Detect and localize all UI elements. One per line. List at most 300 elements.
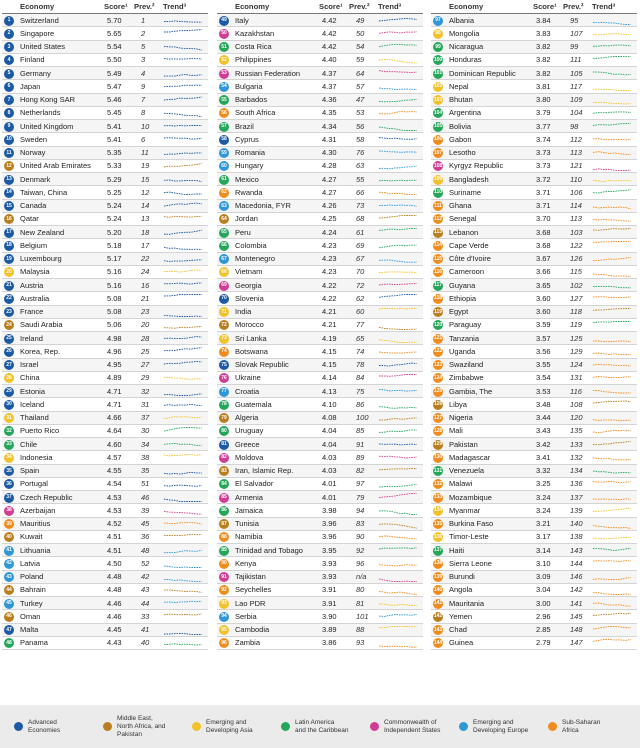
previous-rank: 78: [356, 360, 365, 370]
table-row: [2, 292, 208, 305]
trend-line: [164, 377, 202, 379]
trend-sparkline: [591, 638, 633, 649]
economy-name: Cambodia: [235, 625, 270, 635]
legend-label: Latin America and the Caribbean: [295, 718, 349, 734]
trend-sparkline: [377, 452, 419, 463]
trend-sparkline: [377, 598, 419, 609]
previous-rank: 53: [356, 108, 365, 118]
table-row: [217, 531, 423, 544]
score-value: 4.48: [107, 572, 122, 582]
trend-line: [164, 163, 202, 166]
rank-badge: 125: [433, 387, 443, 397]
rank-badge: 138: [433, 559, 443, 569]
previous-rank: 47: [356, 95, 365, 105]
rank-badge: 104: [433, 108, 443, 118]
economy-name: Taiwan, China: [20, 187, 68, 197]
score-value: 3.95: [322, 545, 337, 555]
trend-sparkline: [591, 42, 633, 53]
rank-badge: 67: [219, 254, 229, 264]
score-value: 4.30: [322, 148, 337, 158]
rank-badge: 34: [4, 453, 14, 463]
rank-badge: 58: [219, 135, 229, 145]
previous-rank: 39: [141, 505, 150, 515]
score-value: 4.40: [322, 55, 337, 65]
previous-rank: 116: [570, 386, 582, 396]
trend-line: [164, 644, 202, 645]
legend-item: [459, 719, 548, 735]
rank-badge: 63: [219, 201, 229, 211]
score-value: 4.28: [322, 161, 337, 171]
trend-line: [164, 472, 202, 474]
score-value: 4.31: [322, 134, 337, 144]
header-trend: Trend³: [592, 2, 616, 11]
previous-rank: 100: [356, 413, 369, 423]
economy-name: Lesotho: [449, 148, 476, 158]
legend-item: [192, 719, 281, 735]
table-row: [2, 637, 208, 650]
score-value: 4.34: [322, 121, 337, 131]
table-row: [431, 518, 637, 531]
rank-badge: 141: [433, 599, 443, 609]
rank-badge: 91: [219, 572, 229, 582]
rank-badge: 139: [433, 572, 443, 582]
trend-sparkline: [162, 439, 204, 450]
rank-badge: 86: [219, 506, 229, 516]
trend-sparkline: [377, 558, 419, 569]
score-value: 4.04: [322, 426, 337, 436]
rank-badge: 85: [219, 493, 229, 503]
economy-name: Malaysia: [20, 267, 50, 277]
economy-name: Vietnam: [235, 267, 263, 277]
table-row: [2, 253, 208, 266]
economy-name: Netherlands: [20, 108, 61, 118]
trend-line: [379, 284, 417, 285]
table-row: [217, 518, 423, 531]
table-row: [431, 412, 637, 425]
trend-sparkline: [162, 479, 204, 490]
economy-name: Mali: [449, 426, 463, 436]
economy-name: Pakistan: [449, 439, 478, 449]
score-value: 3.72: [536, 174, 551, 184]
legend-label: Advanced Economies: [28, 718, 61, 734]
trend-line: [379, 484, 417, 487]
rank-badge: 121: [433, 334, 443, 344]
trend-sparkline: [377, 254, 419, 265]
trend-line: [379, 565, 417, 566]
table-row: [431, 226, 637, 239]
score-value: 4.37: [322, 68, 337, 78]
rank-badge: 2: [4, 29, 14, 39]
previous-rank: 97: [356, 479, 365, 489]
economy-name: Egypt: [449, 307, 469, 317]
economy-name: Latvia: [20, 558, 41, 568]
economy-name: Peru: [235, 227, 251, 237]
trend-line: [164, 259, 202, 261]
economy-name: Turkey: [20, 598, 43, 608]
trend-sparkline: [162, 174, 204, 185]
trend-sparkline: [162, 386, 204, 397]
trend-line: [593, 603, 631, 606]
previous-rank: 138: [570, 532, 583, 542]
header-economy: Economy: [20, 2, 55, 11]
rank-badge: 115: [433, 254, 443, 264]
economy-name: Slovak Republic: [235, 360, 289, 370]
trend-sparkline: [162, 148, 204, 159]
score-value: 4.36: [322, 95, 337, 105]
trend-line: [593, 341, 631, 342]
score-value: 4.08: [322, 413, 337, 423]
header-trend: Trend³: [163, 2, 187, 11]
table-row: [217, 292, 423, 305]
trend-line: [379, 166, 417, 169]
economy-name: Mauritania: [449, 598, 485, 608]
table-row: [431, 345, 637, 358]
rank-badge: 142: [433, 612, 443, 622]
score-value: 3.73: [536, 148, 551, 158]
previous-rank: 109: [570, 95, 583, 105]
rank-badge: 109: [433, 175, 443, 185]
economy-name: Philippines: [235, 55, 272, 65]
trend-sparkline: [377, 505, 419, 516]
table-row: [217, 319, 423, 332]
previous-rank: 56: [356, 121, 365, 131]
header-trend: Trend³: [378, 2, 402, 11]
table-row: [217, 54, 423, 67]
trend-sparkline: [162, 346, 204, 357]
table-row: [431, 306, 637, 319]
score-value: 5.54: [107, 42, 122, 52]
previous-rank: 144: [570, 558, 583, 568]
rank-badge: 44: [4, 585, 14, 595]
table-row: [217, 438, 423, 451]
economy-name: Bulgaria: [235, 81, 263, 91]
previous-rank: 66: [356, 187, 365, 197]
rank-badge: 83: [219, 466, 229, 476]
column-header: [217, 0, 423, 14]
economy-name: Botswana: [235, 346, 268, 356]
trend-sparkline: [162, 572, 204, 583]
trend-sparkline: [162, 121, 204, 132]
ranking-column-1: [2, 0, 208, 650]
rank-badge: 26: [4, 347, 14, 357]
previous-rank: 13: [141, 214, 150, 224]
previous-rank: 148: [570, 625, 583, 635]
trend-sparkline: [162, 55, 204, 66]
trend-sparkline: [377, 479, 419, 490]
rank-badge: 38: [4, 506, 14, 516]
table-row: [431, 610, 637, 623]
previous-rank: 111: [570, 55, 582, 65]
economy-name: Burkina Faso: [449, 519, 494, 529]
table-row: [217, 491, 423, 504]
previous-rank: 28: [141, 333, 150, 343]
economy-name: Angola: [449, 585, 473, 595]
rank-badge: 136: [433, 532, 443, 542]
trend-line: [593, 419, 631, 420]
economy-name: Australia: [20, 293, 50, 303]
previous-rank: 6: [141, 134, 146, 144]
trend-line: [593, 639, 631, 641]
previous-rank: 143: [570, 545, 583, 555]
trend-sparkline: [591, 81, 633, 92]
score-value: 4.21: [322, 307, 337, 317]
trend-sparkline: [377, 201, 419, 212]
legend-label: Middle East, North Africa, and Pakistan: [117, 714, 166, 738]
table-row: [217, 279, 423, 292]
trend-sparkline: [162, 413, 204, 424]
rank-badge: 42: [4, 559, 14, 569]
rank-badge: 21: [4, 281, 14, 291]
rank-badge: 82: [219, 453, 229, 463]
economy-name: Ethiopia: [449, 293, 477, 303]
rank-badge: 56: [219, 108, 229, 118]
trend-line: [379, 615, 417, 617]
table-row: [217, 451, 423, 464]
economy-name: Portugal: [20, 479, 48, 489]
score-value: 2.85: [536, 625, 551, 635]
trend-line: [379, 260, 417, 262]
trend-line: [379, 340, 417, 343]
score-value: 3.93: [322, 558, 337, 568]
trend-line: [593, 219, 631, 221]
trend-sparkline: [591, 479, 633, 490]
score-value: 4.04: [322, 439, 337, 449]
rank-badge: 111: [433, 201, 443, 211]
trend-sparkline: [162, 201, 204, 212]
trend-line: [379, 389, 417, 391]
previous-rank: 140: [570, 519, 583, 529]
trend-line: [593, 613, 631, 616]
economy-name: Denmark: [20, 174, 51, 184]
economy-name: Montenegro: [235, 254, 276, 264]
score-value: 4.98: [107, 333, 122, 343]
trend-line: [379, 327, 417, 329]
economy-name: Luxembourg: [20, 254, 62, 264]
trend-line: [379, 272, 417, 273]
previous-rank: 68: [356, 214, 365, 224]
legend-item: [370, 719, 459, 735]
previous-rank: 29: [141, 373, 150, 383]
trend-sparkline: [377, 121, 419, 132]
table-row: [431, 571, 637, 584]
trend-sparkline: [591, 585, 633, 596]
legend-item: [281, 719, 370, 735]
trend-line: [164, 21, 202, 22]
previous-rank: 80: [356, 585, 365, 595]
economy-name: Slovenia: [235, 293, 264, 303]
table-row: [2, 186, 208, 199]
trend-line: [379, 417, 417, 419]
score-value: 3.67: [536, 254, 551, 264]
trend-line: [379, 205, 417, 206]
trend-sparkline: [377, 492, 419, 503]
trend-sparkline: [377, 108, 419, 119]
trend-sparkline: [591, 545, 633, 556]
rank-badge: 74: [219, 347, 229, 357]
trend-line: [593, 626, 631, 629]
economy-name: Uruguay: [235, 426, 264, 436]
table-row: [431, 332, 637, 345]
score-value: 5.35: [107, 148, 122, 158]
trend-line: [379, 44, 417, 46]
economy-name: Bolivia: [449, 121, 472, 131]
trend-sparkline: [377, 426, 419, 437]
score-value: 3.57: [536, 333, 551, 343]
rank-badge: 62: [219, 188, 229, 198]
rank-badge: 37: [4, 493, 14, 503]
trend-line: [593, 499, 631, 500]
economy-name: Lithuania: [20, 545, 51, 555]
trend-line: [593, 592, 631, 594]
trend-line: [379, 363, 417, 366]
previous-rank: 58: [356, 134, 365, 144]
trend-line: [379, 88, 417, 90]
table-row: [217, 557, 423, 570]
score-value: 3.48: [536, 399, 551, 409]
previous-rank: 35: [141, 466, 150, 476]
rank-badge: 126: [433, 400, 443, 410]
table-row: [2, 544, 208, 557]
table-row: [217, 41, 423, 54]
previous-rank: 120: [570, 413, 583, 423]
economy-name: Korea, Rep.: [20, 346, 61, 356]
previous-rank: n/a: [356, 572, 367, 582]
rank-badge: 99: [433, 42, 443, 52]
previous-rank: 79: [356, 492, 365, 502]
trend-line: [379, 523, 417, 527]
trend-line: [164, 46, 202, 50]
table-row: [217, 345, 423, 358]
trend-line: [593, 102, 631, 104]
trend-line: [593, 89, 631, 90]
economy-name: Bahrain: [20, 585, 46, 595]
economy-name: Kenya: [235, 558, 257, 568]
table-row: [217, 544, 423, 557]
trend-sparkline: [377, 572, 419, 583]
table-row: [2, 504, 208, 517]
table-row: [431, 624, 637, 637]
economy-name: Finland: [20, 55, 45, 65]
score-value: 5.41: [107, 121, 122, 131]
trend-sparkline: [377, 161, 419, 172]
economy-name: Poland: [20, 572, 44, 582]
previous-rank: 51: [141, 479, 150, 489]
trend-line: [164, 633, 202, 634]
region-legend: [0, 705, 640, 748]
score-value: 3.80: [536, 95, 551, 105]
economy-name: Belgium: [20, 240, 48, 250]
trend-sparkline: [591, 55, 633, 66]
trend-sparkline: [377, 55, 419, 66]
economy-name: Qatar: [20, 214, 39, 224]
economy-name: Nicaragua: [449, 42, 484, 52]
rank-badge: 1: [4, 16, 14, 26]
economy-name: Mongolia: [449, 28, 480, 38]
economy-name: Haiti: [449, 545, 465, 555]
economy-name: Namibia: [235, 532, 263, 542]
trend-line: [593, 45, 631, 46]
trend-sparkline: [591, 466, 633, 477]
rank-badge: 48: [4, 638, 14, 648]
previous-rank: 18: [141, 227, 150, 237]
legend-item: [103, 715, 192, 739]
rank-badge: 87: [219, 519, 229, 529]
table-row: [2, 147, 208, 160]
economy-name: Indonesia: [20, 452, 53, 462]
trend-sparkline: [162, 360, 204, 371]
legend-swatch: [103, 722, 112, 731]
trend-line: [379, 374, 417, 376]
rank-badge: 20: [4, 267, 14, 277]
table-row: [431, 239, 637, 252]
economy-name: Italy: [235, 15, 249, 25]
trend-sparkline: [162, 492, 204, 503]
previous-rank: 31: [141, 399, 150, 409]
trend-sparkline: [377, 532, 419, 543]
score-value: 3.59: [536, 320, 551, 330]
legend-swatch: [370, 722, 379, 731]
table-row: [2, 54, 208, 67]
trend-sparkline: [377, 373, 419, 384]
rank-badge: 6: [4, 82, 14, 92]
economy-name: United Arab Emirates: [20, 161, 91, 171]
header-prev: Prev.²: [134, 2, 155, 11]
rank-badge: 70: [219, 294, 229, 304]
economy-name: Cape Verde: [449, 240, 489, 250]
trend-sparkline: [591, 373, 633, 384]
previous-rank: 81: [356, 598, 365, 608]
table-row: [217, 504, 423, 517]
trend-line: [164, 499, 202, 502]
economy-name: Malta: [20, 625, 39, 635]
trend-line: [379, 59, 417, 63]
table-row: [2, 160, 208, 173]
rank-badge: 124: [433, 373, 443, 383]
economy-name: India: [235, 307, 252, 317]
table-row: [217, 372, 423, 385]
score-value: 3.98: [322, 505, 337, 515]
trend-line: [593, 72, 631, 75]
score-value: 4.35: [322, 108, 337, 118]
rank-badge: 76: [219, 373, 229, 383]
trend-line: [379, 430, 417, 433]
previous-rank: 30: [141, 426, 150, 436]
trend-line: [593, 481, 631, 482]
economy-name: Guyana: [449, 280, 476, 290]
score-value: 4.10: [322, 399, 337, 409]
trend-line: [164, 416, 202, 418]
trend-sparkline: [162, 638, 204, 649]
trend-sparkline: [591, 452, 633, 463]
score-value: 5.46: [107, 95, 122, 105]
trend-sparkline: [377, 95, 419, 106]
score-value: 3.93: [322, 572, 337, 582]
table-row: [431, 557, 637, 570]
trend-sparkline: [377, 333, 419, 344]
score-value: 4.37: [322, 81, 337, 91]
economy-name: Hong Kong SAR: [20, 95, 76, 105]
economy-name: El Salvador: [235, 479, 274, 489]
trend-line: [379, 456, 417, 458]
table-row: [217, 120, 423, 133]
trend-line: [379, 407, 417, 409]
score-value: 3.90: [322, 611, 337, 621]
trend-sparkline: [162, 214, 204, 225]
previous-rank: 82: [356, 466, 365, 476]
previous-rank: 101: [356, 611, 369, 621]
trend-line: [593, 442, 631, 445]
legend-swatch: [459, 722, 468, 731]
